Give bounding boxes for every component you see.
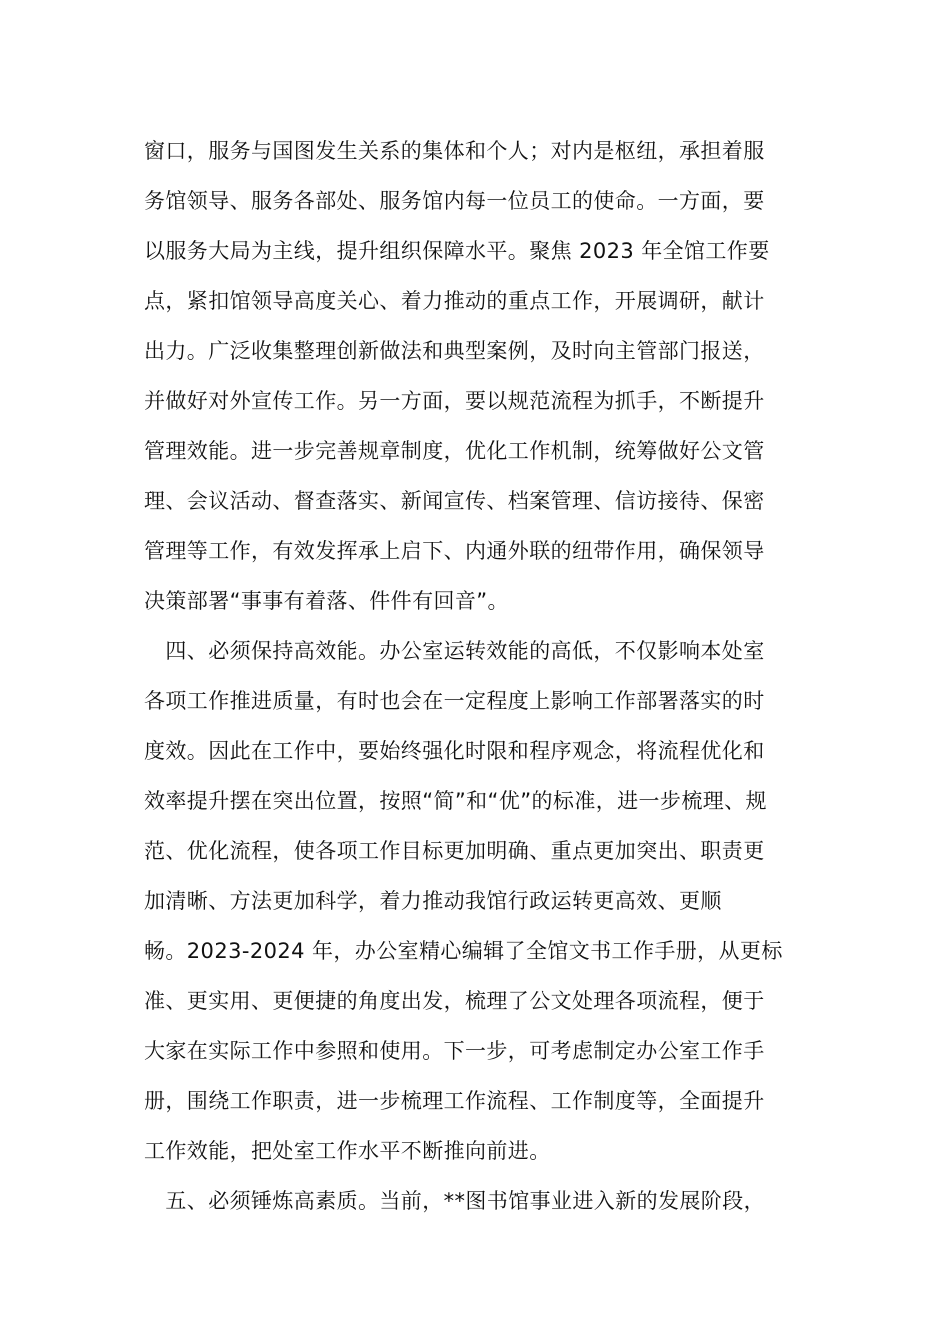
- text-line: 决策部署“事事有着落、件件有回音”。: [144, 589, 509, 613]
- text-line: 点，紧扣馆领导高度关心、着力推动的重点工作，开展调研，献计: [144, 289, 765, 313]
- paragraph-1: [144, 126, 808, 626]
- text-line: 窗口，服务与国图发生关系的集体和个人；对内是枢纽，承担着服: [144, 139, 765, 163]
- text-line: 以服务大局为主线，提升组织保障水平。聚焦 2023 年全馆工作要: [144, 239, 770, 263]
- text-line: 范、优化流程，使各项工作目标更加明确、重点更加突出、职责更: [144, 839, 765, 863]
- text-line: 畅。2023-2024 年，办公室精心编辑了全馆文书工作手册，从更标: [144, 939, 783, 963]
- text-line: 加清晰、方法更加科学，着力推动我馆行政运转更高效、更顺: [144, 889, 722, 913]
- text-line: 理、会议活动、督查落实、新闻宣传、档案管理、信访接待、保密: [144, 489, 765, 513]
- text-line: 务馆领导、服务各部处、服务馆内每一位员工的使命。一方面，要: [144, 189, 765, 213]
- paragraph-3: [144, 1176, 808, 1226]
- text-line: 册，围绕工作职责，进一步梳理工作流程、工作制度等，全面提升: [144, 1089, 765, 1113]
- paragraph-2: [144, 626, 808, 1176]
- body-text: [144, 126, 808, 1226]
- text-line: 并做好对外宣传工作。另一方面，要以规范流程为抓手，不断提升: [144, 389, 765, 413]
- text-line: 度效。因此在工作中，要始终强化时限和程序观念，将流程优化和: [144, 739, 765, 763]
- text-line: 五、必须锤炼高素质。当前，**图书馆事业进入新的发展阶段，: [144, 1189, 765, 1213]
- text-line: 管理效能。进一步完善规章制度，优化工作机制，统筹做好公文管: [144, 439, 765, 463]
- text-line: 出力。广泛收集整理创新做法和典型案例，及时向主管部门报送，: [144, 339, 765, 363]
- text-line: 管理等工作，有效发挥承上启下、内通外联的纽带作用，确保领导: [144, 539, 765, 563]
- text-line: 效率提升摆在突出位置，按照“简”和“优”的标准，进一步梳理、规: [144, 789, 767, 813]
- text-line: 准、更实用、更便捷的角度出发，梳理了公文处理各项流程，便于: [144, 989, 765, 1013]
- text-line: 大家在实际工作中参照和使用。下一步，可考虑制定办公室工作手: [144, 1039, 765, 1063]
- text-line: 四、必须保持高效能。办公室运转效能的高低，不仅影响本处室: [144, 639, 765, 663]
- text-line: 工作效能，把处室工作水平不断推向前进。: [144, 1139, 551, 1163]
- text-line: 各项工作推进质量，有时也会在一定程度上影响工作部署落实的时: [144, 689, 765, 713]
